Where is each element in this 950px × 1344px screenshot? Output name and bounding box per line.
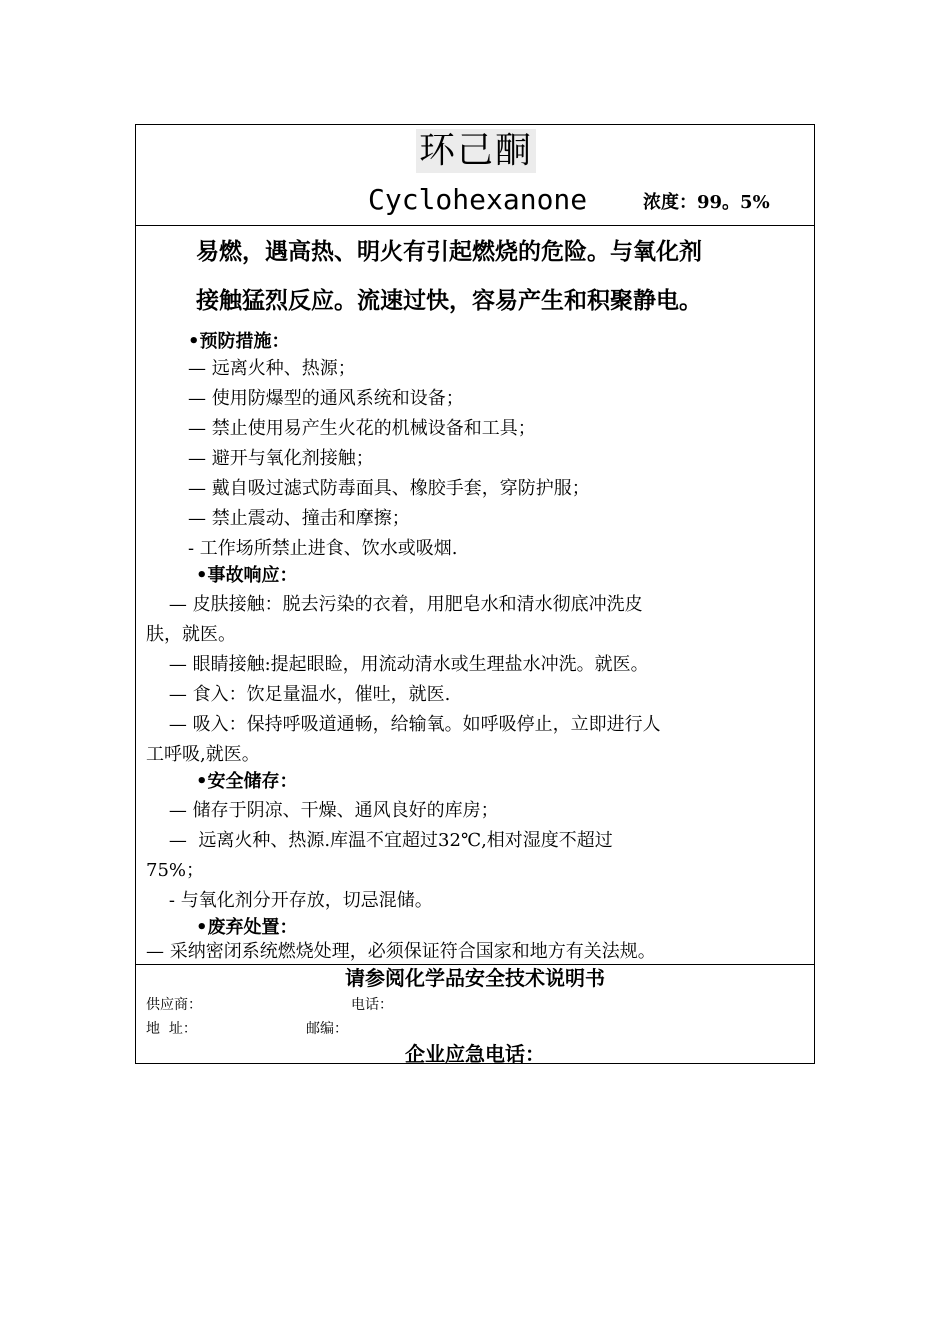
label-body [136, 226, 814, 965]
phone-label: 电话： [351, 997, 393, 1013]
prevention-item: — 禁止使用易产生火花的机械设备和工具； [188, 418, 536, 439]
storage-heading: •安全储存： [196, 771, 298, 792]
response-line: — 吸入：保持呼吸道通畅，给输氧。如呼吸停止，立即进行人 [146, 714, 661, 735]
chemical-name-chinese: 环己酮 [416, 129, 536, 173]
storage-line: 75%； [146, 860, 205, 881]
response-line: — 眼睛接触:提起眼睑，用流动清水或生理盐水冲洗。就医。 [146, 654, 649, 675]
storage-line: — 远离火种、热源.库温不宜超过32℃,相对湿度不超过 [146, 830, 613, 851]
hazard-warning-line-2: 接触猛烈反应。流速过快，容易产生和积聚静电。 [196, 287, 702, 314]
prevention-item: — 戴自吸过滤式防毒面具、橡胶手套，穿防护服； [188, 478, 590, 499]
address-label: 地 址： [146, 1021, 197, 1037]
prevention-item: — 禁止震动、撞击和摩擦； [188, 508, 410, 529]
prevention-item: — 避开与氧化剂接触； [188, 448, 374, 469]
sds-reference: 请参阅化学品安全技术说明书 [345, 966, 605, 990]
response-line: 工呼吸,就医。 [146, 744, 260, 765]
chemical-name-english: Cyclohexanone [368, 183, 588, 216]
prevention-heading: •预防措施： [188, 331, 290, 352]
response-line: — 皮肤接触：脱去污染的衣着，用肥皂水和清水彻底冲洗皮 [146, 594, 643, 615]
storage-line: — 储存于阴凉、干燥、通风良好的库房； [146, 800, 499, 821]
storage-line: - 与氧化剂分开存放，切忌混储。 [146, 890, 433, 911]
concentration: 浓度：99。5% [643, 192, 770, 213]
chemical-label-card [135, 124, 815, 1064]
response-line: — 食入：饮足量温水，催吐，就医. [146, 684, 451, 705]
emergency-phone-label: 企业应急电话： [405, 1042, 545, 1066]
disposal-line: — 采纳密闭系统燃烧处理，必须保证符合国家和地方有关法规。 [146, 941, 656, 962]
postcode-label: 邮编： [306, 1021, 348, 1037]
response-line: 肤，就医。 [146, 624, 236, 645]
prevention-item: - 工作场所禁止进食、饮水或吸烟. [188, 538, 458, 559]
disposal-heading: •废弃处置： [196, 917, 298, 938]
label-header [136, 125, 814, 226]
prevention-item: — 远离火种、热源； [188, 358, 356, 379]
label-footer [136, 965, 814, 1065]
hazard-warning-line-1: 易燃，遇高热、明火有引起燃烧的危险。与氧化剂 [196, 238, 702, 265]
response-heading: •事故响应： [196, 565, 298, 586]
prevention-item: — 使用防爆型的通风系统和设备； [188, 388, 464, 409]
supplier-label: 供应商： [146, 997, 202, 1013]
